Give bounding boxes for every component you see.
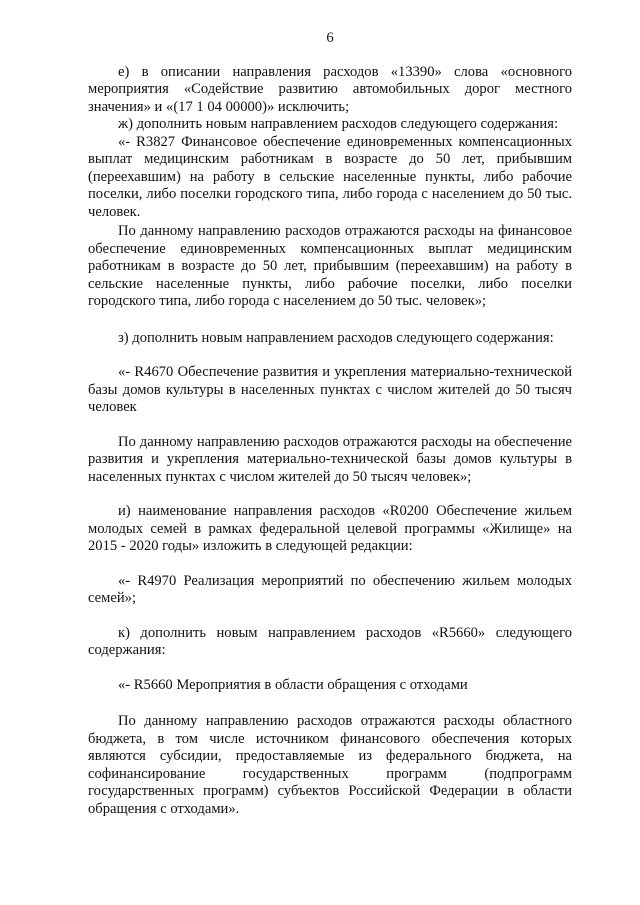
paragraph-i: и) наименование направления расходов «R0200 Обеспечение жильем молодых семей в рамках федеральной целевой программы «Жилище» на 2015 - 2020 годы» изложить в следующей редакции:	[88, 503, 572, 554]
paragraph-r4970: «- R4970 Реализация мероприятий по обеспечению жильем молодых семей»;	[88, 572, 572, 606]
paragraph-zh: ж) дополнить новым направлением расходов следующего содержания:	[118, 116, 559, 132]
paragraph-r3827: «- R3827 Финансовое обеспечение единовременных компенсационных выплат медицинским работникам в возрасте до 50 лет, прибывшим (переехавшим) на работу в сельские населенные пункты, либо рабочие поселки, либо поселки городского типа, либо города с населением до 50 тыс. человек.	[88, 133, 572, 220]
page-number: 6	[326, 30, 334, 46]
spacer	[88, 347, 572, 364]
spacer	[88, 486, 572, 503]
paragraph-r4670: «- R4670 Обеспечение развития и укрепления материально-технической базы домов культуры в населенных пунктах с числом жителей до 50 тысяч человек	[88, 364, 572, 415]
document-page	[88, 30, 572, 818]
paragraph-k: к) дополнить новым направлением расходов «R5660» следующего содержания:	[88, 624, 572, 658]
paragraph-r5660-description: По данному направлению расходов отражаются расходы областного бюджета, в том числе источником финансового обеспечения которых являются субсидии, предоставляемые из федерального бюджета, на софинансирование государственных программ (подпрограмм государственных программ) субъектов Российской Федерации в области обращения с отходами».	[88, 713, 572, 817]
paragraph-r5660: «- R5660 Мероприятия в области обращения с отходами	[118, 676, 468, 693]
spacer	[88, 694, 572, 713]
spacer	[88, 556, 572, 573]
spacer	[88, 608, 572, 625]
paragraph-z: з) дополнить новым направлением расходов следующего содержания:	[118, 329, 554, 346]
spacer	[88, 660, 572, 677]
paragraph-r4670-description: По данному направлению расходов отражаются расходы на обеспечение развития и укрепления материально-технической базы домов культуры в населенных пунктах с числом жителей до 50 тысяч человек»;	[88, 433, 572, 485]
spacer	[88, 311, 572, 330]
paragraph-r3827-description: По данному направлению расходов отражаются расходы на финансовое обеспечение единовременных компенсационных выплат медицинским работникам в возрасте до 50 лет, прибывшим (переехавшим) на работу в сельские населенные пункты, либо рабочие поселки, либо поселки городского типа, либо города с населением до 50 тыс. человек»;	[88, 223, 572, 309]
spacer	[88, 417, 572, 434]
paragraph-e: е) в описании направления расходов «13390» слова «основного мероприятия «Содействие развитию автомобильных дорог местного значения» и «(17 1 04 00000)» исключить;	[88, 63, 572, 115]
